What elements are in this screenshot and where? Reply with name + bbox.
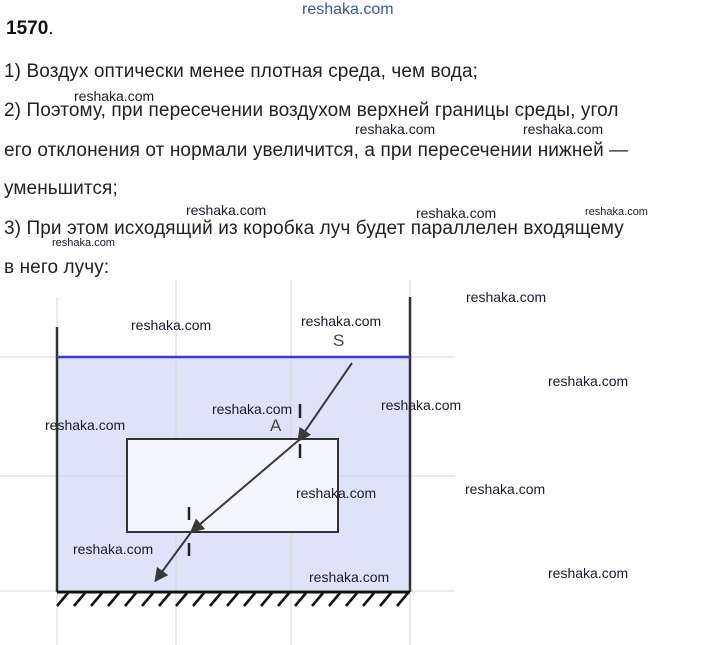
floor bbox=[57, 592, 410, 606]
text-line-1: 1) Воздух оптически менее плотная среда, чем вода; bbox=[4, 61, 478, 82]
watermark: reshaka.com bbox=[212, 401, 293, 417]
problem-number bbox=[6, 18, 54, 40]
problem-number-value: 1570 bbox=[6, 18, 49, 39]
watermark: reshaka.com bbox=[466, 289, 547, 305]
label-s: S bbox=[333, 331, 345, 350]
optics-diagram bbox=[0, 280, 707, 645]
text-line-4: уменьшится; bbox=[4, 178, 118, 199]
label-a: A bbox=[270, 416, 282, 435]
watermark: reshaka.com bbox=[548, 373, 629, 389]
watermark-top: reshaka.com bbox=[302, 1, 394, 18]
text-line-2: 2) Поэтому, при пересечении воздухом верхней границы среды, угол bbox=[4, 100, 619, 121]
watermark: reshaka.com bbox=[309, 569, 390, 585]
problem-number-suffix: . bbox=[48, 18, 54, 39]
text-line-3: его отклонения от нормали увеличится, а при пересечении нижней — bbox=[4, 140, 629, 161]
watermark: reshaka.com bbox=[73, 541, 154, 557]
watermark: reshaka.com bbox=[585, 206, 648, 218]
watermark: reshaka.com bbox=[186, 202, 267, 218]
watermark: reshaka.com bbox=[381, 397, 462, 413]
floor-hatching bbox=[57, 593, 408, 606]
watermark: reshaka.com bbox=[296, 485, 377, 501]
watermark: reshaka.com bbox=[131, 317, 212, 333]
watermark: reshaka.com bbox=[523, 121, 604, 137]
watermark: reshaka.com bbox=[355, 121, 436, 137]
text-line-6: в него лучу: bbox=[4, 257, 110, 278]
watermark: reshaka.com bbox=[465, 481, 546, 497]
watermark: reshaka.com bbox=[416, 205, 497, 221]
watermark: reshaka.com bbox=[45, 417, 126, 433]
watermark: reshaka.com bbox=[301, 313, 382, 329]
watermark: reshaka.com bbox=[548, 565, 629, 581]
watermark: reshaka.com bbox=[74, 88, 155, 104]
watermark: reshaka.com bbox=[52, 237, 115, 249]
text-line-5: 3) При этом исходящий из коробка луч будет параллелен входящему bbox=[4, 218, 624, 239]
